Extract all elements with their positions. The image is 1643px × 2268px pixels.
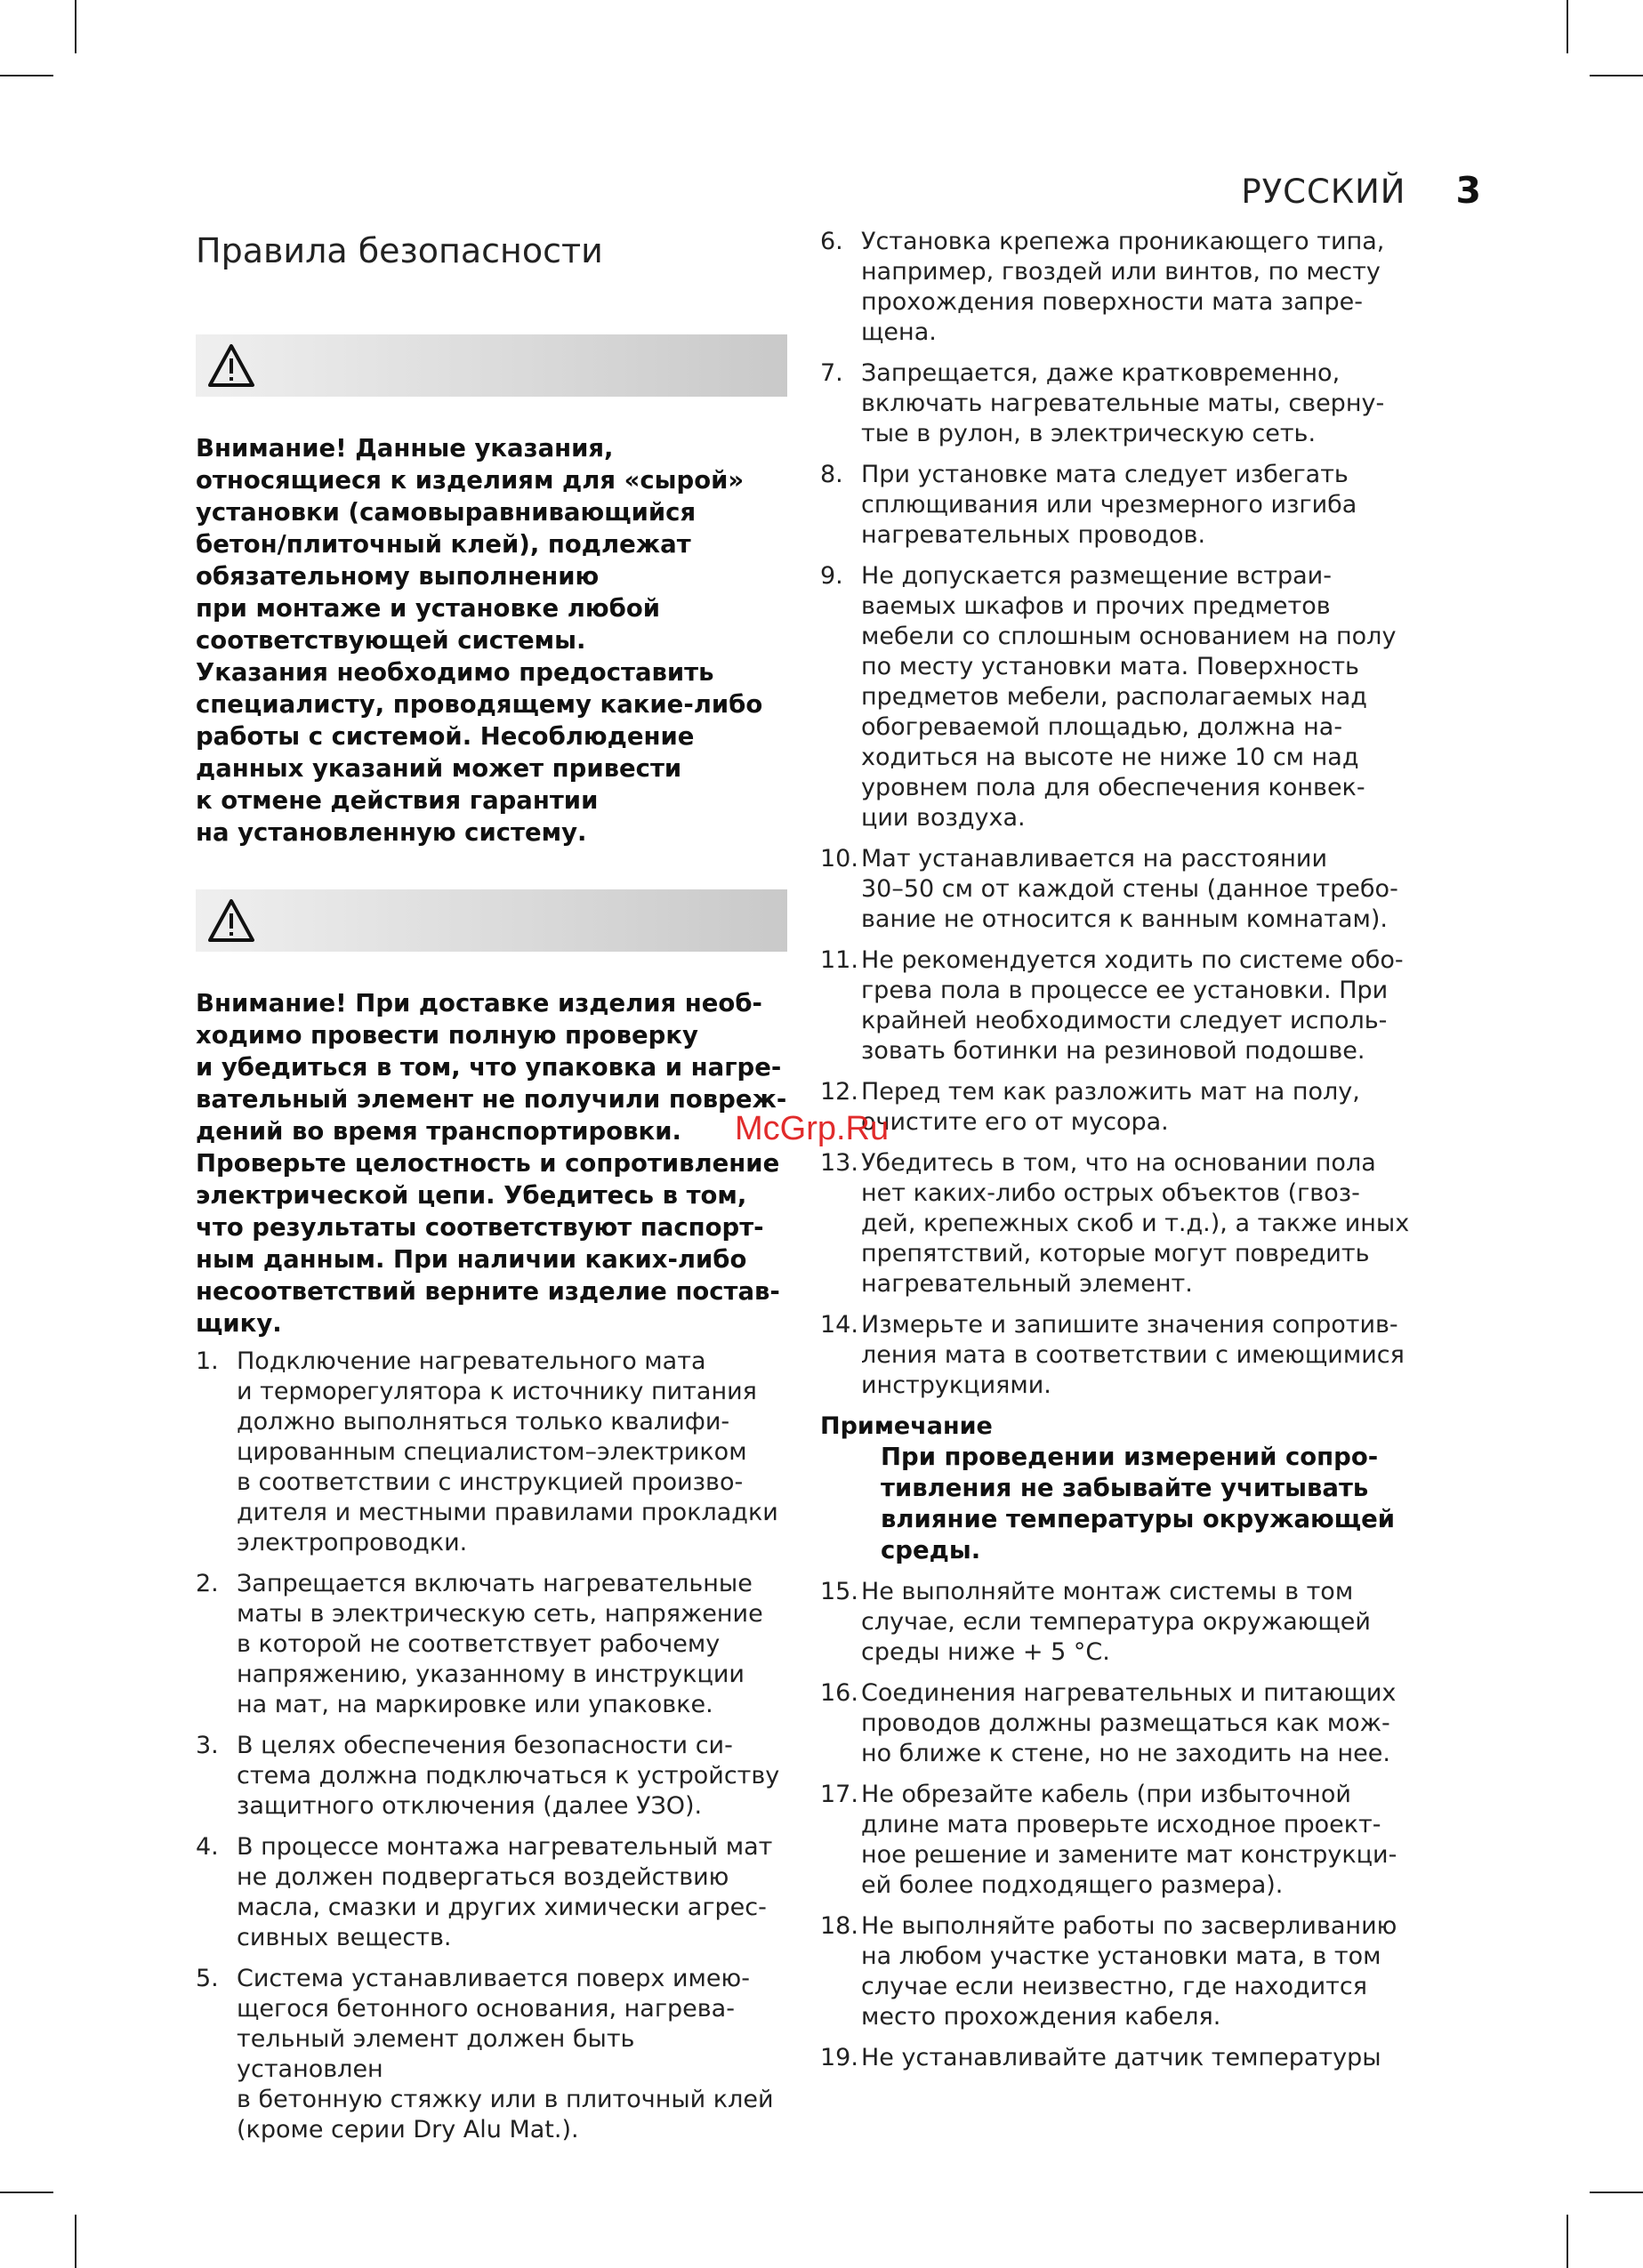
item-text: Подключение нагревательного мата и терморегулятора к источнику питания должно выполняться только квалифи- цированным специалистом–электриком в соответствии с инструкцией произво- дителя и местными правилами прокладки электропроводки. <box>237 1347 778 1556</box>
warning-triangle-icon <box>206 342 256 389</box>
item-number: 6. <box>820 228 843 255</box>
note-text: При проведении измерений сопро- тивления не забывайте учитывать влияние температуры окружающей среды. <box>881 1443 1396 1564</box>
list-item <box>196 1731 787 1822</box>
item-number: 12. <box>820 1078 858 1106</box>
list-item <box>820 1310 1438 1401</box>
crop-mark <box>1590 75 1643 76</box>
item-number: 7. <box>820 359 843 387</box>
crop-mark <box>75 2215 77 2268</box>
list-item <box>820 945 1438 1066</box>
list-item <box>820 1077 1438 1138</box>
warning-text: Внимание! При доставке изделия необ- ходимо провести полную проверку и убедиться в том, что упаковка и нагре- вательный элемент не получили повреж- дений во время транспортировки. Проверьте целостность и сопротивление электрической цепи. Убедитесь в том, что результаты соответствуют паспорт- ным данным. При наличии каких-либо несоответствий верните изделие постав- щику. <box>196 989 787 1338</box>
item-text: Не допускается размещение встраи- ваемых шкафов и прочих предметов мебели со сплошным основанием на полу по месту установки мата. Поверхность предметов мебели, располагаемых над обогреваемой площадью, должна на- ходиться на высоте не ниже 10 см над уровнем пола для обеспечения конвек- ции воздуха. <box>861 562 1397 832</box>
item-text: Запрещается, даже кратковременно, включать нагревательные маты, сверну- тые в рулон, в электрическую сеть. <box>861 359 1385 447</box>
watermark: McGrp.Ru <box>735 1110 890 1147</box>
warning-bar <box>196 889 787 952</box>
item-text: Не выполняйте монтаж системы в том случае, если температура окружающей среды ниже + 5 °С. <box>861 1578 1371 1666</box>
list-item <box>820 358 1438 449</box>
item-text: Убедитесь в том, что на основании пола нет каких-либо острых объектов (гвоз- дей, крепежных скоб и т.д.), а также иных препятствий, которые могут повредить нагревательный элемент. <box>861 1149 1410 1298</box>
right-column <box>820 227 1438 2084</box>
page-number: 3 <box>1455 169 1481 212</box>
list-item <box>820 1678 1438 1769</box>
item-text: Мат устанавливается на расстоянии 30–50 см от каждой стены (данное требо- вание не относится к ванным комнатам). <box>861 845 1398 933</box>
item-number: 8. <box>820 461 843 488</box>
item-text: Измерьте и запишите значения сопротив- ления мата в соответствии с имеющимися инструкциями. <box>861 1311 1405 1399</box>
item-number: 11. <box>820 946 858 974</box>
crop-mark <box>0 2192 53 2193</box>
item-number: 4. <box>196 1833 219 1861</box>
list-item <box>820 1148 1438 1299</box>
crop-mark <box>75 0 77 53</box>
warning-bar <box>196 334 787 397</box>
note-title: Примечание <box>820 1412 993 1440</box>
item-text: Установка крепежа проникающего типа, например, гвоздей или винтов, по месту прохождения поверхности мата запре- щена. <box>861 228 1385 346</box>
item-number: 9. <box>820 562 843 590</box>
list-item <box>820 460 1438 551</box>
item-text: Запрещается включать нагревательные маты в электрическую сеть, напряжение в которой не соответствует рабочему напряжению, указанному в инструкции на мат, на маркировке или упаковке. <box>237 1570 763 1718</box>
item-number: 19. <box>820 2044 858 2071</box>
list-item <box>196 1832 787 1953</box>
item-number: 17. <box>820 1781 858 1808</box>
item-text: В целях обеспечения безопасности си- стема должна подключаться к устройству защитного отключения (далее УЗО). <box>237 1732 780 1820</box>
crop-mark <box>1566 0 1568 53</box>
item-text: В процессе монтажа нагревательный мат не должен подвергаться воздействию масла, смазки и других химически агрес- сивных веществ. <box>237 1833 773 1951</box>
item-text: Не обрезайте кабель (при избыточной длине мата проверьте исходное проект- ное решение и замените мат конструкци- ей более подходящего размера). <box>861 1781 1397 1899</box>
list-item <box>196 1964 787 2145</box>
safety-list-right <box>820 227 1438 1401</box>
safety-list-right-continued <box>820 1577 1438 2073</box>
warning-triangle-icon <box>206 897 256 944</box>
left-column <box>196 227 787 2156</box>
item-number: 2. <box>196 1570 219 1597</box>
list-item <box>820 561 1438 833</box>
item-number: 18. <box>820 1912 858 1940</box>
item-text: Система устанавливается поверх имею- щегося бетонного основания, нагрева- тельный элемент должен быть установлен в бетонную стяжку или в плиточный клей (кроме серии Dry Alu Mat.). <box>237 1965 774 2143</box>
item-number: 1. <box>196 1347 219 1375</box>
item-text: Не выполняйте работы по засверливанию на любом участке установки мата, в том случае если неизвестно, где находится место прохождения кабеля. <box>861 1912 1397 2031</box>
list-item <box>196 1569 787 1720</box>
item-number: 5. <box>196 1965 219 1992</box>
section-title: Правила безопасности <box>196 231 603 270</box>
warning-text: Внимание! Данные указания, относящиеся к изделиям для «сырой» установки (самовыравнивающийся бетон/плиточный клей), подлежат обязательному выполнению при монтаже и установке любой соответствующей системы. Указания необходимо предоставить специалисту, проводящему какие-либо работы с системой. Несоблюдение данных указаний может привести к отмене действия гарантии на установленную систему. <box>196 434 763 847</box>
list-item <box>196 1347 787 1558</box>
list-item <box>820 2043 1438 2073</box>
item-number: 15. <box>820 1578 858 1605</box>
safety-list-left <box>196 1347 787 2145</box>
page-header <box>1241 169 1481 213</box>
crop-mark <box>1566 2215 1568 2268</box>
item-number: 14. <box>820 1311 858 1339</box>
crop-mark <box>0 75 53 76</box>
item-number: 3. <box>196 1732 219 1759</box>
list-item <box>820 1780 1438 1901</box>
item-text: Соединения нагревательных и питающих проводов должны размещаться как мож- но ближе к стене, но не заходить на нее. <box>861 1679 1397 1767</box>
list-item <box>820 227 1438 348</box>
item-number: 16. <box>820 1679 858 1707</box>
list-item <box>820 1577 1438 1668</box>
item-text: Перед тем как разложить мат на полу, очистите его от мусора. <box>861 1078 1360 1136</box>
list-item <box>820 1911 1438 2032</box>
item-number: 10. <box>820 845 858 873</box>
item-text: Не рекомендуется ходить по системе обо- грева пола в процессе ее установки. При крайней необходимости следует исполь- зовать ботинки на резиновой подошве. <box>861 946 1404 1065</box>
item-text: При установке мата следует избегать сплющивания или чрезмерного изгиба нагревательных проводов. <box>861 461 1357 549</box>
item-text: Не устанавливайте датчик температуры <box>861 2044 1381 2071</box>
language-label: РУССКИЙ <box>1241 173 1406 211</box>
crop-mark <box>1590 2192 1643 2193</box>
list-item <box>820 844 1438 935</box>
item-number: 13. <box>820 1149 858 1177</box>
